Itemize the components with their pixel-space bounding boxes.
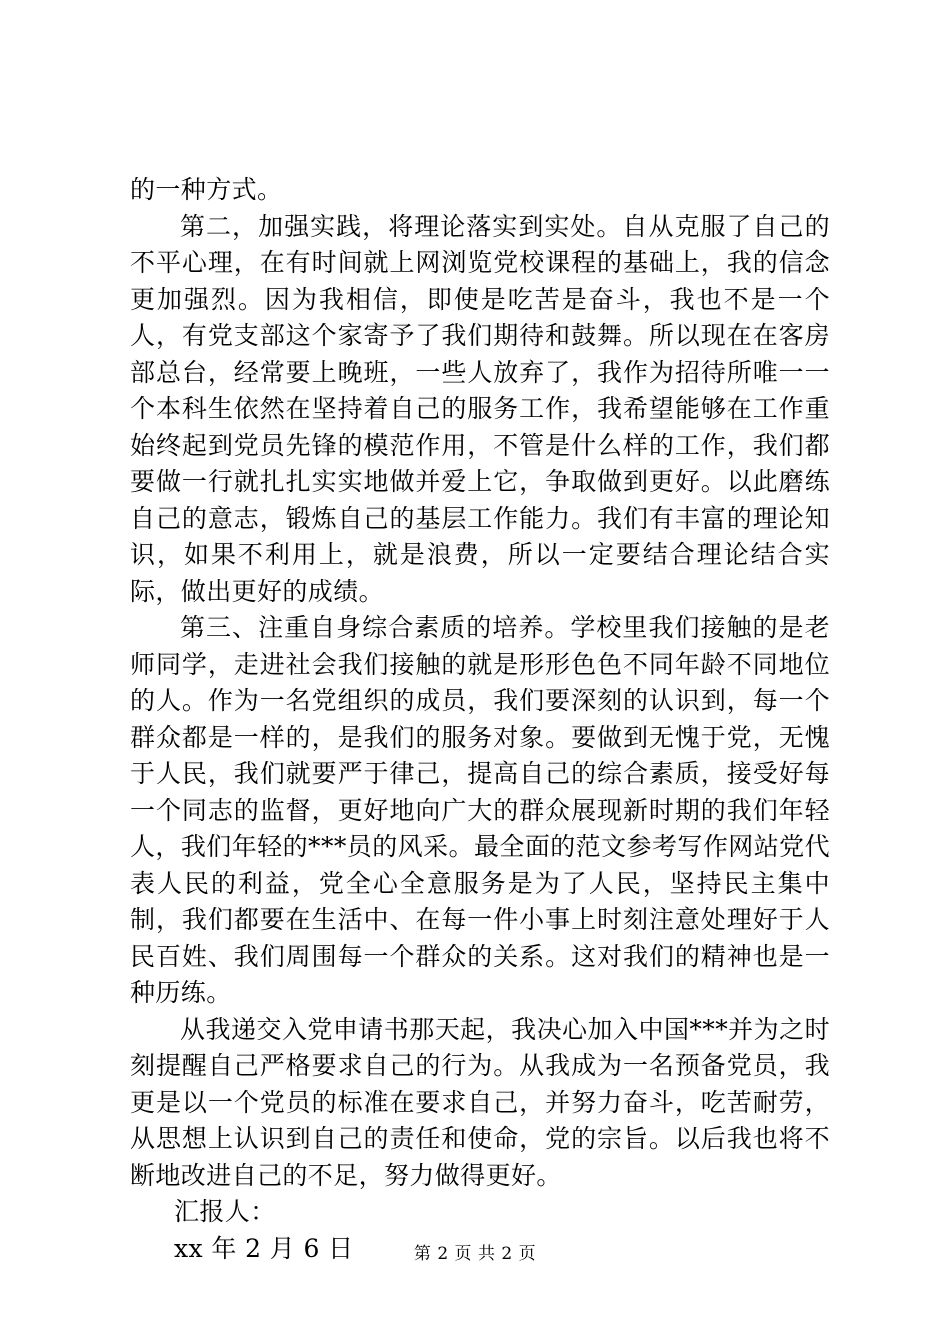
paragraph-conclusion: 从我递交入党申请书那天起，我决心加入中国***并为之时刻提醒自己严格要求自己的行为。从我成为一名预备党员，我更是以一个党员的标准在要求自己，并努力奋斗，吃苦耐劳，从思想上认识到自己的责任和使命，党的宗旨。以后我也将不断地改进自己的不足，努力做得更好。: [130, 1014, 830, 1190]
paragraph-third-point: 第三、注重自身综合素质的培养。学校里我们接触的是老师同学，走进社会我们接触的就是形形色色不同年龄不同地位的人。作为一名党组织的成员，我们要深刻的认识到，每一个群众都是一样的，是我们的服务对象。要做到无愧于党，无愧于人民，我们就要严于律己，提高自己的综合素质，接受好每一个同志的监督，更好地向广大的群众展现新时期的我们年轻人，我们年轻的***员的风采。最全面的范文参考写作网站党代表人民的利益，党全心全意服务是为了人民，坚持民主集中制，我们都要在生活中、在每一件小事上时刻注意处理好于人民百姓、我们周围每一个群众的关系。这对我们的精神也是一种历练。: [130, 613, 830, 1007]
paragraph-continuation: 的一种方式。: [130, 175, 283, 204]
document-body: [130, 172, 830, 1267]
page-footer: 第 2 页 共 2 页: [413, 1244, 537, 1264]
report-date: xx 年 2 月 6 日: [174, 1233, 354, 1263]
paragraph-second-point: 第二，加强实践，将理论落实到实处。自从克服了自己的不平心理，在有时间就上网浏览党校课程的基础上，我的信念更加强烈。因为我相信，即使是吃苦是奋斗，我也不是一个人，有党支部这个家寄予了我们期待和鼓舞。所以现在在客房部总台，经常要上晚班，一些人放弃了，我作为招待所唯一一个本科生依然在坚持着自己的服务工作，我希望能够在工作重始终起到党员先锋的模范作用，不管是什么样的工作，我们都要做一行就扎扎实实地做并爱上它，争取做到更好。以此磨练自己的意志，锻炼自己的基层工作能力。我们有丰富的理论知识，如果不利用上，就是浪费，所以一定要结合理论结合实际，做出更好的成绩。: [130, 211, 830, 606]
reporter-label: 汇报人：: [174, 1197, 276, 1226]
